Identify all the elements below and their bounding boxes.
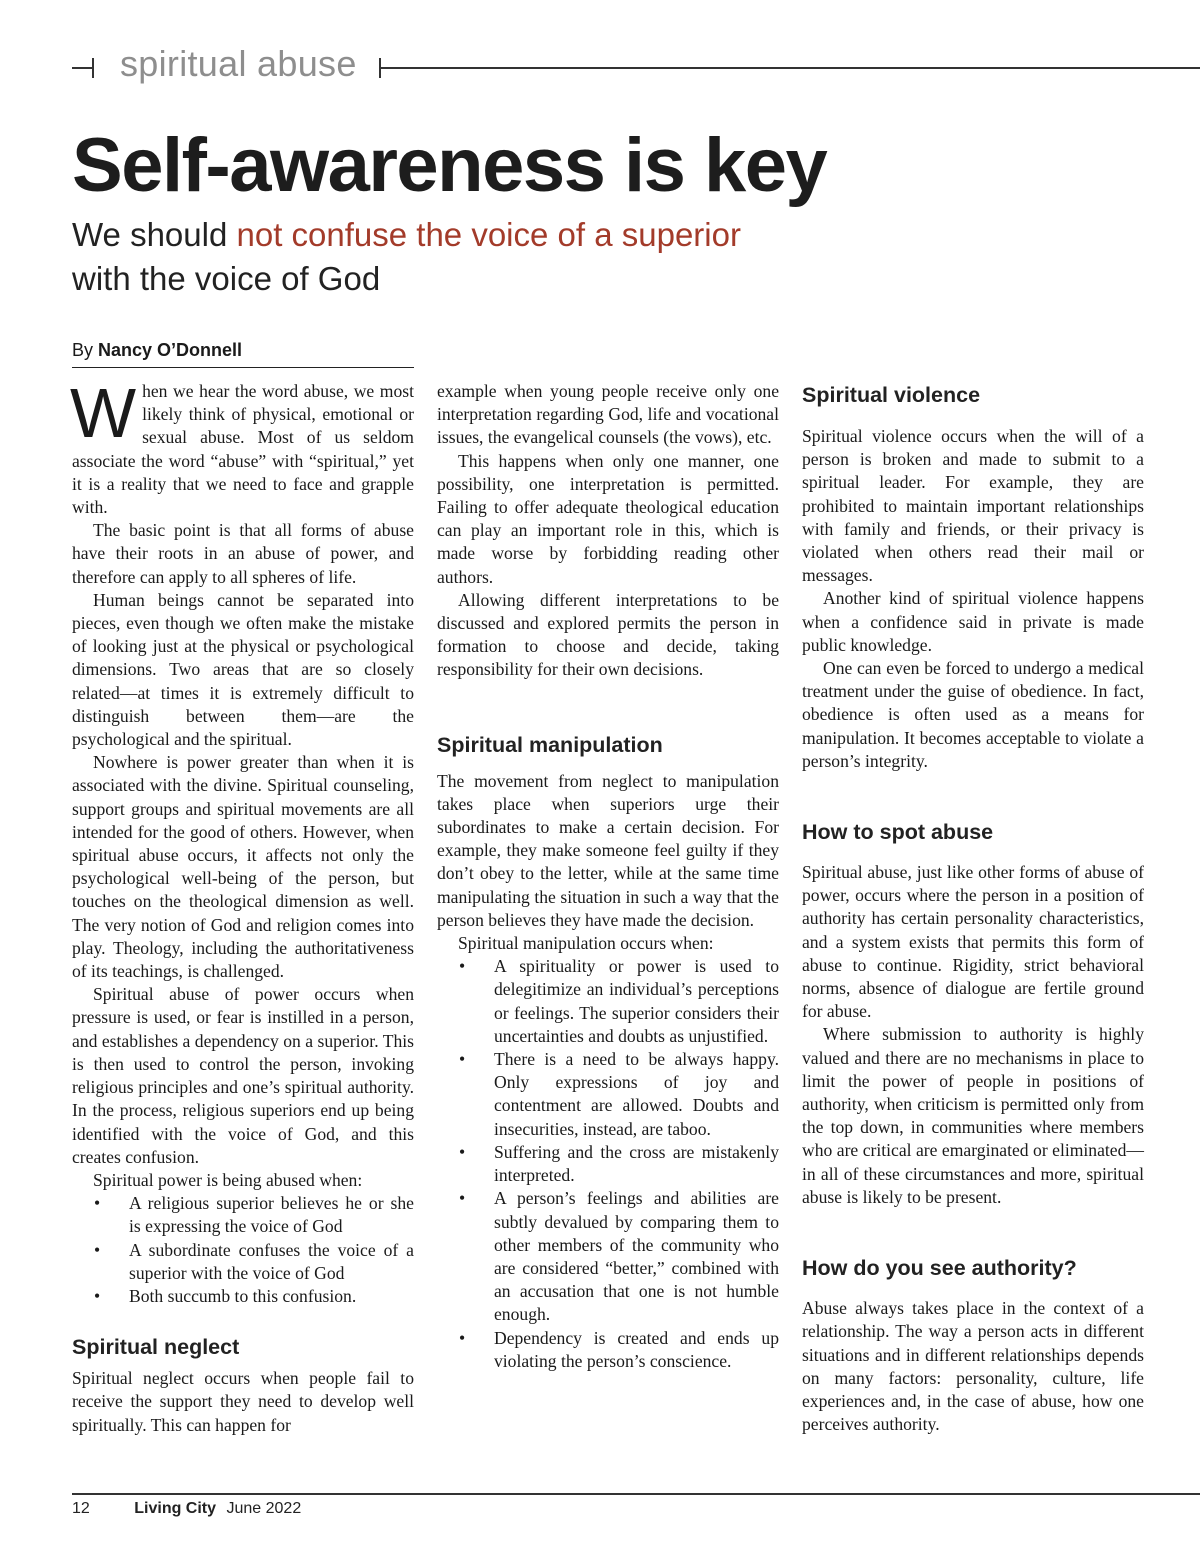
footer-rule <box>72 1493 1200 1495</box>
list-item: • Dependency is created and ends up violating the person’s conscience. <box>437 1327 779 1373</box>
list-item: • A subordinate confuses the voice of a superior with the voice of God <box>72 1239 414 1285</box>
subtitle-accent: not confuse the voice of a superior <box>236 216 741 253</box>
list-item: • Suffering and the cross are mistakenly interpreted. <box>437 1141 779 1187</box>
paragraph: The basic point is that all forms of abuse have their roots in an abuse of power, and therefore can apply to all spheres of life. <box>72 520 414 587</box>
header-rule <box>379 67 1200 69</box>
paragraph: Spiritual abuse, just like other forms of abuse of power, occurs where the person in a position of authority has certain personality characteristics, and a system exists that permits this form of abuse to continue. Rigidity, strict behavioral norms, absence of dialogue are fertile ground for abuse. <box>802 862 1144 1022</box>
header-left-tick <box>72 67 94 69</box>
page-footer <box>72 1500 301 1518</box>
paragraph-text: hen we hear the word abuse, we most likely think of physical, emotional or sexual abuse. Most of us seldom associate the word “abuse” with “spiritual,” yet it is a reality that we need to face and grapple with. <box>72 381 414 518</box>
list-item: • A spirituality or power is used to delegitimize an individual’s perceptions or feelings. The superior considers their uncertainties and doubts as unjustified. <box>437 955 779 1048</box>
subheading-how-do-you-see-authority: How do you see authority? <box>802 1256 1077 1281</box>
byline <box>72 340 414 368</box>
paragraph: Spiritual neglect occurs when people fail to receive the support they need to develop well spiritually. This can happen for <box>72 1368 414 1435</box>
subheading-how-to-spot-abuse: How to spot abuse <box>802 820 994 845</box>
subtitle-pre: We should <box>72 216 237 253</box>
column-1 <box>70 374 414 1437</box>
article-subtitle <box>72 213 872 301</box>
list-item: • A person’s feelings and abilities are subtly devalued by comparing them to other members of the community who are considered “better,” combined with an accusation that one is not humble enough. <box>437 1187 779 1326</box>
paragraph: Human beings cannot be separated into pieces, even though we often make the mistake of looking just at the physical or psychological dimensions. Two areas that are so closely related—at times it is extremely difficult to distinguish between them—are the psychological and the spiritual. <box>72 589 414 750</box>
paragraph: Spiritual power is being abused when: <box>93 1169 363 1190</box>
list-item: • There is a need to be always happy. Only expressions of joy and contentment are allowed. Doubts and insecurities, instead, are taboo. <box>437 1048 779 1141</box>
byline-author: Nancy O’Donnell <box>98 340 243 360</box>
subtitle-post: with the voice of God <box>72 260 381 297</box>
paragraph: Spiritual abuse of power occurs when pressure is used, or fear is instilled in a person, and establishes a dependency on a superior. This is then used to control the person, invoking religious principles and one’s spiritual authority. In the process, religious superiors end up being identified with the voice of God, and this creates confusion. <box>72 984 414 1167</box>
paragraph: example when young people receive only one interpretation regarding God, life and vocational issues, the evangelical counsels (the vows), etc. <box>437 381 779 448</box>
bullet-list <box>437 955 779 1373</box>
subheading-spiritual-violence: Spiritual violence <box>802 383 981 407</box>
paragraph: This happens when only one manner, one possibility, one interpretation is permitted. Failing to offer adequate theological education can play an important role in this, which is made worse by forbidding reading other authors. <box>437 450 779 587</box>
paragraph: Abuse always takes place in the context of a relationship. The way a person acts in different situations and in different relationships depends on many factors: personality, culture, life experiences and, in the case of abuse, how one perceives authority. <box>802 1298 1144 1435</box>
column-3 <box>802 380 1144 1436</box>
article-title: Self-awareness is key <box>72 123 827 208</box>
paragraph <box>70 374 414 519</box>
issue-date: June 2022 <box>226 1500 302 1517</box>
section-header <box>72 45 1200 89</box>
bullet-list <box>72 1192 414 1308</box>
paragraph: The movement from neglect to manipulation takes place when superiors urge their subordinates to make a certain decision. For example, they make someone feel guilty if they don’t obey to the letter, while at the same time manipulating the situation in such a way that the person believes they have made the decision. <box>437 770 779 930</box>
list-item: • A religious superior believes he or she is expressing the voice of God <box>72 1192 414 1238</box>
subheading-spiritual-neglect: Spiritual neglect <box>72 1335 240 1360</box>
column-2 <box>437 380 779 1373</box>
list-item: • Both succumb to this confusion. <box>72 1285 414 1308</box>
byline-prefix: By <box>72 340 94 360</box>
paragraph: Nowhere is power greater than when it is associated with the divine. Spiritual counseling, support groups and spiritual movements are all intended for the good of others. However, when spiritual abuse occurs, it affects not only the psychological well-being of the person, but touches on the theological dimension as well. The very notion of God and religion comes into play. Theology, including the authoritativeness of its teachings, is challenged. <box>72 752 414 982</box>
paragraph: Another kind of spiritual violence happens when a confidence said in private is made public knowledge. <box>802 588 1144 655</box>
paragraph: Allowing different interpretations to be discussed and explored permits the person in formation to choose and decide, taking responsibility for their own decisions. <box>437 589 779 680</box>
page-number: 12 <box>72 1500 90 1517</box>
paragraph: Spiritual violence occurs when the will of a person is broken and made to submit to a spiritual leader. For example, they are prohibited to maintain important relationships with family and friends, or their privacy is violated when others read their mail or messages. <box>802 426 1144 586</box>
paragraph: One can even be forced to undergo a medical treatment under the guise of obedience. In fact, obedience is often used as a means for manipulation. It becomes acceptable to violate a person’s integrity. <box>802 658 1144 771</box>
magazine-name: Living City <box>134 1500 217 1517</box>
paragraph: Where submission to authority is highly valued and there are no mechanisms in place to limit the power of people in positions of authority, when criticism is permitted only from the top down, in communities where members who are critical are emarginated or eliminated—in all of these circumstances and more, spiritual abuse is likely to be present. <box>802 1024 1144 1207</box>
drop-cap: W <box>70 374 137 452</box>
paragraph: Spiritual manipulation occurs when: <box>458 933 714 954</box>
section-label: spiritual abuse <box>120 43 357 84</box>
subheading-spiritual-manipulation: Spiritual manipulation <box>437 732 663 757</box>
